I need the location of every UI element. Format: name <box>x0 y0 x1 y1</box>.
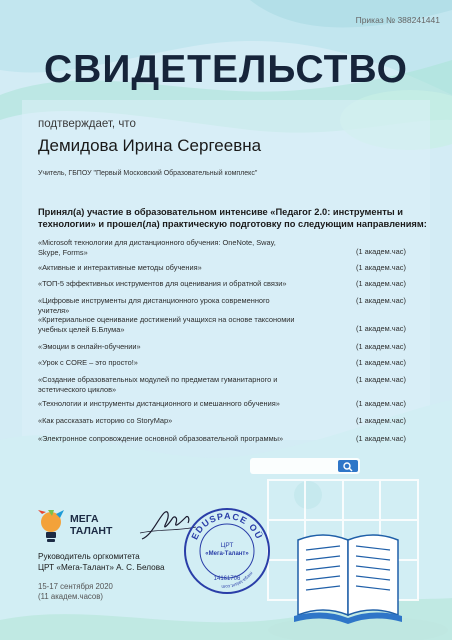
course-hours: (1 академ.час) <box>356 399 406 408</box>
course-name: «ТОП-5 эффективных инструментов для оценивания и обратной связи» <box>38 279 287 288</box>
stamp-org-name: «Мега-Талант» <box>205 551 249 557</box>
course-hours: (1 академ.час) <box>356 416 406 425</box>
stamp-top-text: EDUSPACE OÜ <box>189 510 265 542</box>
course-hours: (1 академ.час) <box>356 263 406 272</box>
svg-text:EDUSPACE OÜ <box>189 511 264 541</box>
course-name: «Эмоции в онлайн-обучении» <box>38 342 141 351</box>
event-dates: 15-17 сентября 2020 <box>38 582 113 591</box>
course-hours: (1 академ.час) <box>356 324 406 333</box>
course-hours: (1 академ.час) <box>356 342 406 351</box>
recipient-position: Учитель, ГБПОУ "Первый Московский Образовательный комплекс" <box>38 170 258 177</box>
mega-talant-logo <box>36 500 126 545</box>
confirms-text: подтверждает, что <box>38 118 136 130</box>
course-name: «Как рассказать историю со StoryMap» <box>38 416 173 425</box>
course-name: «Microsoft технологии для дистанционного обучения: OneNote, Sway, Skype, Forms» <box>38 238 276 257</box>
course-hours: (1 академ.час) <box>356 247 406 256</box>
course-name: «Критериальное оценивание достижений учащихся на основе таксономии учебных целей Б.Блума» <box>38 315 295 334</box>
logo-line-2: ТАЛАНТ <box>70 525 113 537</box>
recipient-name: Демидова Ирина Сергеевна <box>38 136 262 155</box>
course-hours: (1 академ.час) <box>356 358 406 367</box>
stamp-side-text: mega-talant.com <box>221 570 254 590</box>
dates-block <box>38 582 113 602</box>
intro-text: Принял(а) участие в образовательном интенсиве «Педагог 2.0: инструменты и технологии» и прошел(ла) практическую подготовку по следующим направлениям: <box>38 207 427 229</box>
logo-line-1: МЕГА <box>70 513 99 525</box>
stamp-number: 14161706 <box>213 576 241 582</box>
course-name: «Урок с CORE – это просто!» <box>38 358 138 367</box>
course-hours: (1 академ.час) <box>356 279 406 288</box>
course-hours: (1 академ.час) <box>356 375 406 384</box>
course-name: «Цифровые инструменты для дистанционного урока современного учителя» <box>38 296 270 315</box>
course-hours: (1 академ.час) <box>356 296 406 305</box>
certificate-title: СВИДЕТЕЛЬСТВО <box>44 48 408 91</box>
stamp-center-text: ЦРТ <box>220 542 234 549</box>
course-hours: (1 академ.час) <box>356 434 406 443</box>
chair-title: Руководитель оргкомитета <box>38 552 140 561</box>
chair-block <box>38 551 165 573</box>
course-name: «Технологии и инструменты дистанционного и смешанного обучения» <box>38 399 280 408</box>
lightbulb-icon <box>36 506 70 546</box>
chair-name: ЦРТ «Мега-Талант» А. С. Белова <box>38 563 165 572</box>
order-number: Приказ № 388241441 <box>355 15 440 25</box>
course-name: «Активные и интерактивные методы обучения» <box>38 263 202 272</box>
total-hours: (11 академ.часов) <box>38 592 103 601</box>
course-name: «Электронное сопровождение основной образовательной программы» <box>38 434 284 443</box>
course-name: «Создание образовательных модулей по предметам гуманитарного и эстетического циклов» <box>38 375 278 394</box>
